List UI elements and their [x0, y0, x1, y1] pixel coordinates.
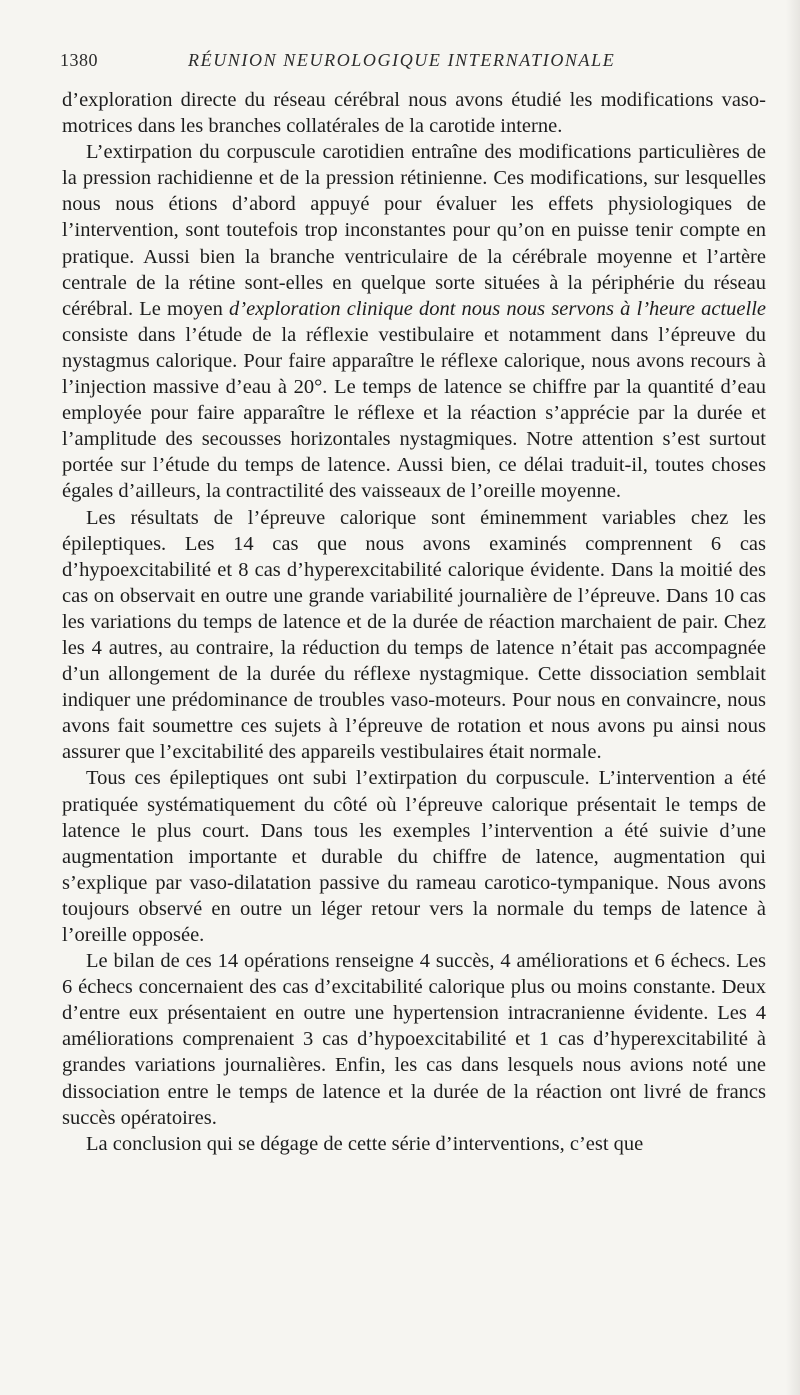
page-edge-shadow [786, 0, 800, 1395]
page-number: 1380 [60, 50, 98, 70]
paragraph-3: Les résultats de l’épreuve calorique sont éminemment variables chez les épileptiques. Les 14 cas que nous avons examinés comprennent 6 cas d’hypoexcitabilité et 8 cas d’hyperexcitabilité calorique évidente. Dans la moitié des cas on observait en outre une grande variabilité journalière de l’épreuve. Dans 10 cas les variations du temps de latence et de la durée de réaction marchaient de pair. Chez les 4 autres, au contraire, la réduction du temps de latence n’était pas accompagnée d’un allongement de la durée du réflexe nystagmique. Cette dissociation semblait indiquer une prédominance de troubles vaso-moteurs. Pour nous en convaincre, nous avons fait soumettre ces sujets à l’épreuve de rotation et nous avons pu ainsi nous assurer que l’excitabilité des appareils vestibulaires était normale. [62, 506, 766, 764]
paragraph-4: Tous ces épileptiques ont subi l’extirpation du corpuscule. L’intervention a été pratiquée systématiquement du côté où l’épreuve calorique présentait le temps de latence le plus court. Dans tous les exemples l’intervention a été suivie d’une augmentation importante et durable du chiffre de latence, augmentation qui s’explique par vaso-dilatation passive du rameau carotico-tympanique. Nous avons toujours observé en outre un léger retour vers la normale du temps de latence à l’oreille opposée. [62, 767, 766, 946]
body-text [62, 87, 766, 1157]
running-head: RÉUNION NEUROLOGIQUE INTERNATIONALE [188, 50, 616, 70]
paragraph-2-italic: d’exploration clinique dont nous nous servons à l’heure actuelle [229, 297, 766, 320]
paragraph-5: Le bilan de ces 14 opérations renseigne 4 succès, 4 améliorations et 6 échecs. Les 6 échecs concernaient des cas d’excitabilité calorique plus ou moins constante. Deux d’entre eux présentaient en outre une hypertension intracranienne évidente. Les 4 améliorations comprenaient 3 cas d’hypoexcitabilité et 1 cas d’hyperexcitabilité à grandes variations journalières. Enfin, les cas dans lesquels nous avions noté une dissociation entre le temps de latence et la durée de la réaction ont livré de francs succès opératoires. [62, 950, 766, 1129]
paragraph-2-text-a: L’extirpation du corpuscule carotidien entraîne des modifications particulières de la pression rachidienne et de la pression rétinienne. Ces modifications, sur lesquelles nous nous étions d’abord appuyé pour évaluer les effets physiologiques de l’intervention, sont toutefois trop inconstantes pour qu’on en puisse tenir compte en pratique. Aussi bien la branche ventriculaire de la cérébrale moyenne et l’artère centrale de la rétine sont-elles en quelque sorte situées à la périphérie du réseau cérébral. Le moyen [62, 141, 766, 320]
page-header [60, 50, 740, 72]
paragraph-2 [62, 139, 766, 504]
paragraph-1: d’exploration directe du réseau cérébral nous avons étudié les modifications vaso-motrices dans les branches collatérales de la carotide interne. [62, 89, 766, 138]
paragraph-2-text-b: consiste dans l’étude de la réflexie vestibulaire et notamment dans l’épreuve du nystagmus calorique. Pour faire apparaître le réflexe calorique, nous avons recours à l’injection massive d’eau à 20°. Le temps de latence se chiffre par la quantité d’eau employée pour faire apparaître le réflexe et la réaction s’apprécie par la durée et l’amplitude des secousses horizontales nystagmiques. Notre attention s’est surtout portée sur l’étude du temps de latence. Aussi bien, ce délai traduit-il, toutes choses égales d’ailleurs, la contractilité des vaisseaux de l’oreille moyenne. [62, 323, 766, 503]
paragraph-6: La conclusion qui se dégage de cette série d’interventions, c’est que [86, 1132, 644, 1155]
